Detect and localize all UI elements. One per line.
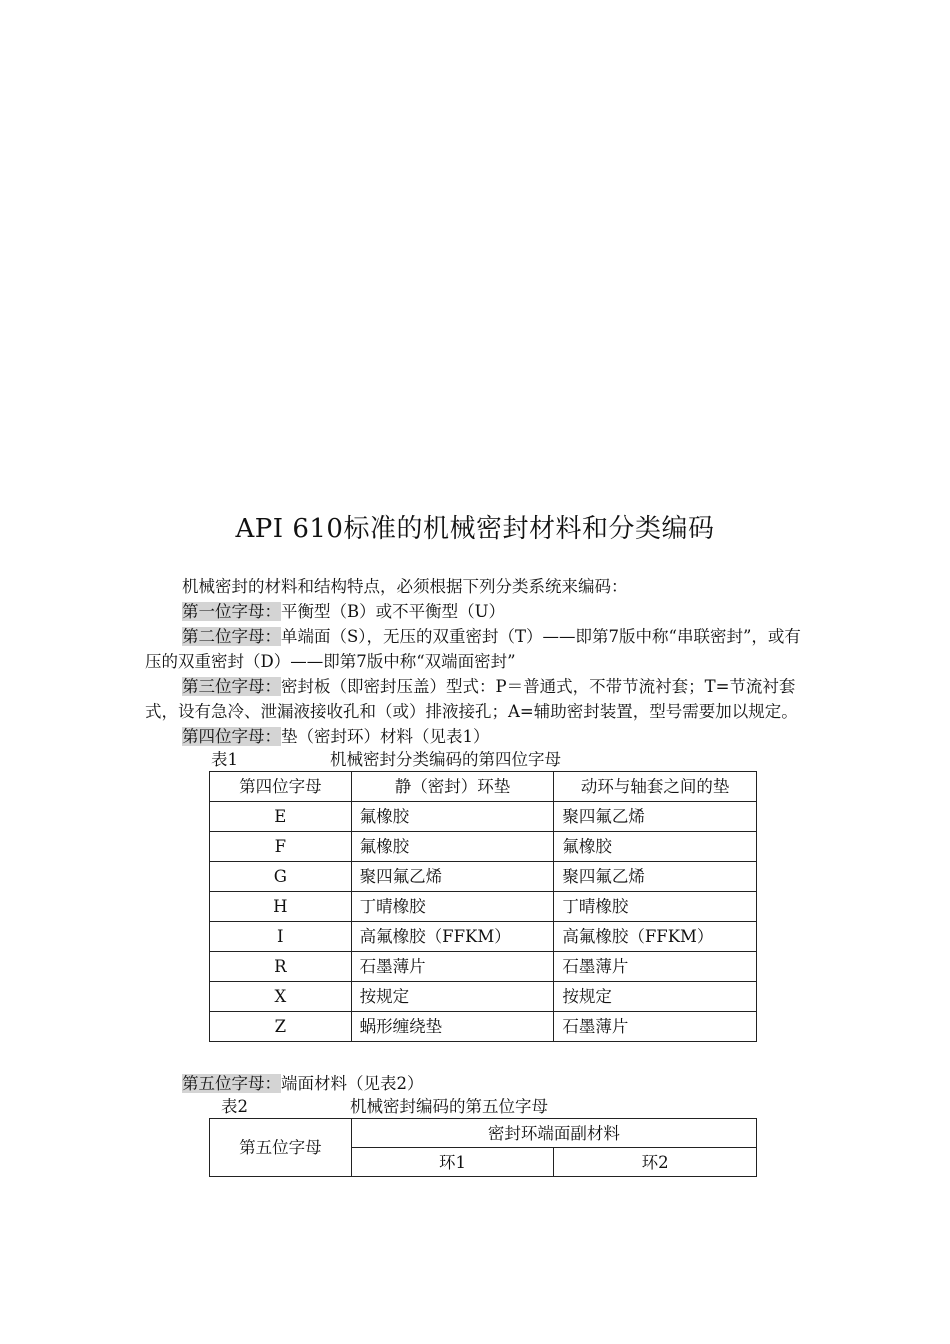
static-gasket-cell: 蜗形缠绕垫 xyxy=(351,1012,554,1042)
item-letter-5 xyxy=(145,1071,810,1096)
dynamic-gasket-cell: 石墨薄片 xyxy=(554,952,757,982)
static-gasket-cell: 氟橡胶 xyxy=(351,832,554,862)
letter-cell: R xyxy=(210,952,352,982)
dynamic-gasket-cell: 石墨薄片 xyxy=(554,1012,757,1042)
letter-cell: H xyxy=(210,892,352,922)
dynamic-gasket-cell: 丁晴橡胶 xyxy=(554,892,757,922)
letter-cell: E xyxy=(210,802,352,832)
table-row xyxy=(210,982,757,1012)
table1-caption-title: 机械密封分类编码的第四位字母 xyxy=(330,750,561,769)
table-row xyxy=(210,922,757,952)
subheader-cell: 环2 xyxy=(554,1148,757,1177)
header-cell: 动环与轴套之间的垫 xyxy=(554,772,757,802)
spacer xyxy=(145,1042,810,1071)
table2 xyxy=(209,1118,757,1177)
item-label: 第五位字母： xyxy=(182,1074,281,1093)
item-label: 第一位字母： xyxy=(182,602,281,621)
table2-caption-number: 表2 xyxy=(221,1097,248,1116)
table-row xyxy=(210,892,757,922)
static-gasket-cell: 聚四氟乙烯 xyxy=(351,862,554,892)
subheader-cell: 环1 xyxy=(351,1148,554,1177)
header-cell: 静（密封）环垫 xyxy=(351,772,554,802)
table-row xyxy=(210,862,757,892)
item-text: 端面材料（见表2） xyxy=(281,1074,424,1093)
dynamic-gasket-cell: 聚四氟乙烯 xyxy=(554,802,757,832)
item-text: 垫（密封环）材料（见表1） xyxy=(281,727,490,746)
static-gasket-cell: 高氟橡胶（FFKM） xyxy=(351,922,554,952)
table-row xyxy=(210,802,757,832)
item-label: 第三位字母： xyxy=(182,677,281,696)
table2-caption xyxy=(145,1096,810,1118)
intro-paragraph: 机械密封的材料和结构特点，必须根据下列分类系统来编码： xyxy=(182,577,628,596)
header-cell: 第四位字母 xyxy=(210,772,352,802)
static-gasket-cell: 石墨薄片 xyxy=(351,952,554,982)
header-cell: 第五位字母 xyxy=(210,1119,352,1177)
item-label: 第二位字母： xyxy=(182,627,281,646)
item-letter-1 xyxy=(145,599,810,624)
dynamic-gasket-cell: 聚四氟乙烯 xyxy=(554,862,757,892)
static-gasket-cell: 丁晴橡胶 xyxy=(351,892,554,922)
letter-cell: Z xyxy=(210,1012,352,1042)
item-text: 平衡型（B）或不平衡型（U） xyxy=(281,602,506,621)
item-label: 第四位字母： xyxy=(182,727,281,746)
item-text: 密封板（即密封压盖）型式：P＝普通式，不带节流衬套；T=节流衬套式，设有急冷、泄漏液接收孔和（或）排液接孔；A=辅助密封装置，型号需要加以规定。 xyxy=(145,677,798,721)
table-row xyxy=(210,832,757,862)
table-row xyxy=(210,952,757,982)
table-header-row xyxy=(210,1119,757,1148)
table-row xyxy=(210,1012,757,1042)
header-group-cell: 密封环端面副材料 xyxy=(351,1119,756,1148)
static-gasket-cell: 氟橡胶 xyxy=(351,802,554,832)
dynamic-gasket-cell: 按规定 xyxy=(554,982,757,1012)
page-title: API 610标准的机械密封材料和分类编码 xyxy=(235,514,715,544)
table-header-row xyxy=(210,772,757,802)
static-gasket-cell: 按规定 xyxy=(351,982,554,1012)
item-letter-2 xyxy=(145,624,810,674)
document-body xyxy=(145,574,810,1177)
dynamic-gasket-cell: 高氟橡胶（FFKM） xyxy=(554,922,757,952)
item-letter-4 xyxy=(145,724,810,749)
table1-caption xyxy=(145,749,810,771)
table2-caption-title: 机械密封编码的第五位字母 xyxy=(350,1097,548,1116)
table1-caption-number: 表1 xyxy=(211,750,238,769)
letter-cell: X xyxy=(210,982,352,1012)
letter-cell: G xyxy=(210,862,352,892)
letter-cell: F xyxy=(210,832,352,862)
item-letter-3 xyxy=(145,674,810,724)
item-text: 单端面（S），无压的双重密封（T）——即第7版中称“串联密封”，或有压的双重密封（D）——即第7版中称“双端面密封” xyxy=(145,627,801,671)
table1 xyxy=(209,771,757,1042)
letter-cell: I xyxy=(210,922,352,952)
dynamic-gasket-cell: 氟橡胶 xyxy=(554,832,757,862)
